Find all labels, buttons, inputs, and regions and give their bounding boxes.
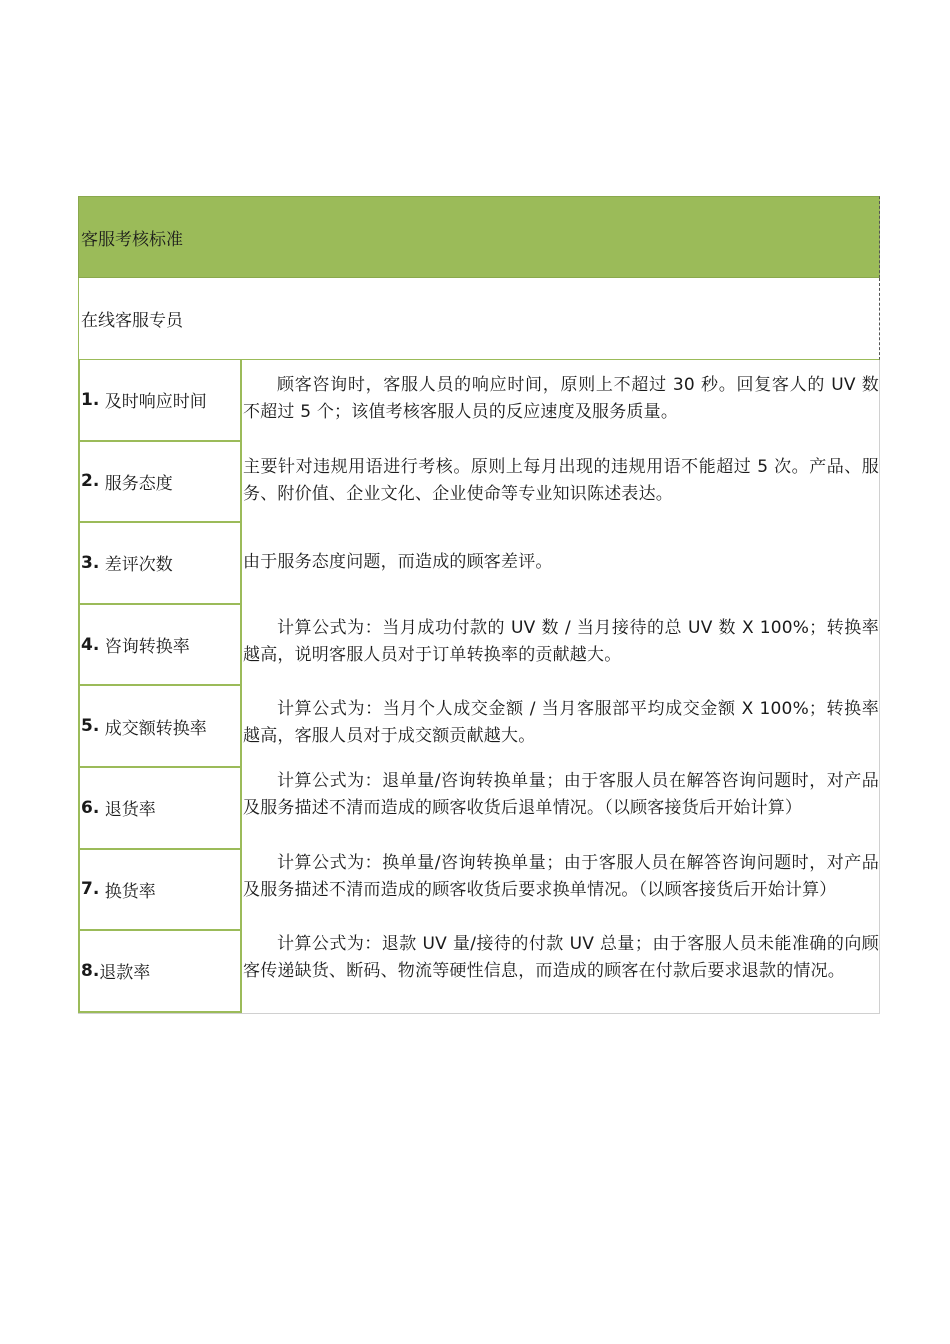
criteria-number: 5. bbox=[81, 716, 100, 737]
criteria-description-cell bbox=[243, 850, 879, 932]
sheet-title-cell bbox=[78, 196, 880, 278]
criteria-number: 4. bbox=[81, 634, 100, 655]
criteria-label: 退货率 bbox=[104, 800, 156, 821]
criteria-label: 差评次数 bbox=[104, 555, 173, 576]
assessment-sheet bbox=[78, 196, 880, 1014]
criteria-description: 由于服务态度问题，而造成的顾客差评。 bbox=[243, 552, 553, 573]
criteria-description: 顾客咨询时，客服人员的响应时间，原则上不超过 30 秒。回复客人的 UV 数不超过 5 个；该值考核客服人员的反应速度及服务质量。 bbox=[243, 375, 879, 422]
criteria-number: 2. bbox=[81, 471, 100, 492]
criteria-description-cell bbox=[243, 686, 879, 778]
criteria-number: 6. bbox=[81, 797, 100, 818]
criteria-label-cell bbox=[78, 686, 242, 768]
criteria-description: 计算公式为：退单量/咨询转换单量；由于客服人员在解答咨询问题时，对产品及服务描述不清而造成的顾客收货后退单情况。（以顾客接货后开始计算） bbox=[243, 770, 879, 818]
criteria-row bbox=[78, 523, 879, 605]
criteria-number: 7. bbox=[81, 879, 100, 900]
criteria-description-cell bbox=[243, 931, 879, 1013]
criteria-number: 3. bbox=[81, 552, 100, 573]
criteria-description-cell bbox=[243, 442, 879, 536]
criteria-description-cell bbox=[243, 360, 879, 454]
criteria-number: 8. bbox=[81, 960, 100, 981]
criteria-label: 及时响应时间 bbox=[104, 392, 207, 413]
criteria-label-cell bbox=[78, 442, 242, 524]
role-title: 在线客服专员 bbox=[81, 311, 183, 331]
criteria-label-cell bbox=[78, 523, 242, 605]
criteria-label: 换货率 bbox=[104, 881, 156, 902]
criteria-table bbox=[78, 360, 880, 1014]
criteria-label-cell bbox=[78, 360, 242, 442]
criteria-row bbox=[78, 850, 879, 932]
criteria-row bbox=[78, 605, 879, 687]
criteria-description: 主要针对违规用语进行考核。原则上每月出现的违规用语不能超过 5 次。产品、服务、附价值、企业文化、企业使命等专业知识陈述表达。 bbox=[243, 456, 879, 504]
criteria-label: 咨询转换率 bbox=[104, 637, 190, 658]
criteria-label-cell bbox=[78, 605, 242, 687]
criteria-row bbox=[78, 768, 879, 850]
criteria-description-cell bbox=[243, 768, 879, 850]
criteria-description-cell bbox=[243, 605, 879, 697]
criteria-row bbox=[78, 442, 879, 524]
criteria-label-cell bbox=[78, 768, 242, 850]
criteria-number: 1. bbox=[81, 389, 100, 410]
criteria-label-cell bbox=[78, 850, 242, 932]
role-cell bbox=[78, 278, 880, 360]
criteria-label: 成交额转换率 bbox=[104, 718, 207, 739]
criteria-row bbox=[78, 360, 879, 442]
criteria-description: 计算公式为：当月成功付款的 UV 数 / 当月接待的总 UV 数 X 100%；转换率越高，说明客服人员对于订单转换率的贡献越大。 bbox=[243, 617, 879, 665]
criteria-description: 计算公式为：换单量/咨询转换单量；由于客服人员在解答咨询问题时，对产品及服务描述不清而造成的顾客收货后要求换单情况。（以顾客接货后开始计算） bbox=[243, 852, 879, 900]
sheet-title: 客服考核标准 bbox=[81, 229, 183, 250]
criteria-label: 服务态度 bbox=[104, 473, 173, 494]
criteria-description: 计算公式为：当月个人成交金额 / 当月客服部平均成交金额 X 100%；转换率越高，客服人员对于成交额贡献越大。 bbox=[243, 699, 879, 747]
criteria-row bbox=[78, 931, 879, 1013]
criteria-description: 计算公式为：退款 UV 量/接待的付款 UV 总量；由于客服人员未能准确的向顾客传递缺货、断码、物流等硬性信息，而造成的顾客在付款后要求退款的情况。 bbox=[243, 934, 879, 982]
criteria-label: 退款率 bbox=[99, 963, 151, 984]
criteria-label-cell bbox=[78, 931, 242, 1013]
criteria-row bbox=[78, 686, 879, 768]
